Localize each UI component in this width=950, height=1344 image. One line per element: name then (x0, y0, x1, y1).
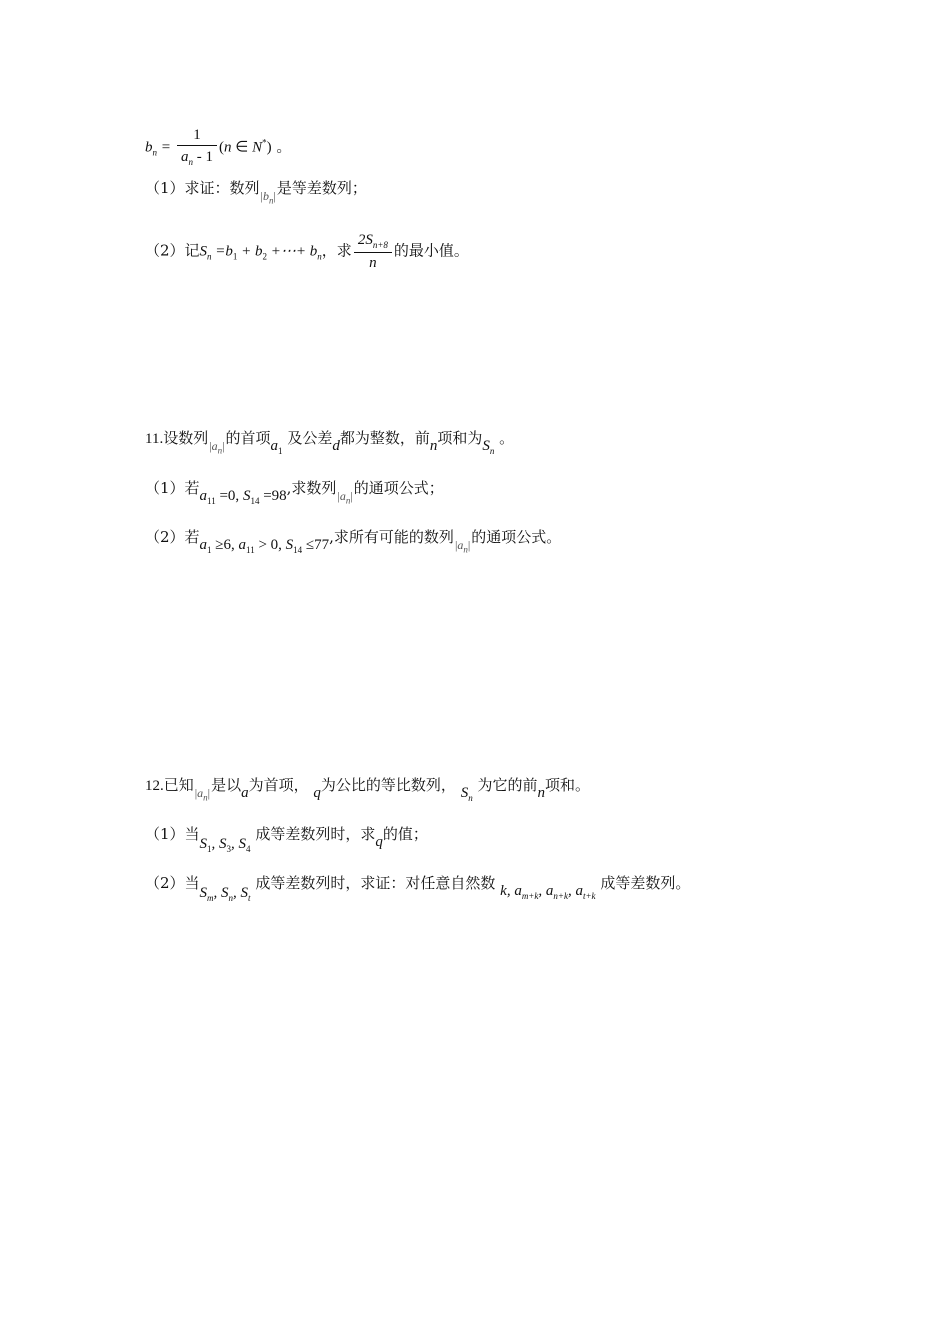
bn-cond-sup: * (262, 137, 267, 148)
q12-p1-s1: S (199, 836, 208, 852)
q12-p2-seq1: , a (506, 883, 522, 899)
q11-p2-seq-sub: n (463, 544, 468, 555)
q11-p2-c3: ≤77 (302, 537, 330, 553)
plus1: + b (237, 243, 263, 260)
q12-p2-seq2: , a (538, 883, 554, 899)
seq-bn: $|b_n|$ (260, 189, 276, 206)
q11-p1-seq-var: a (339, 489, 346, 503)
q11-p2-seq: $|a_n|$ (454, 538, 471, 555)
bn-end: 。 (271, 137, 292, 156)
q12-p2-a1-sub: m+k (521, 891, 539, 901)
q12-text6: 项和。 (544, 776, 590, 794)
bn-cond-open: ( (219, 139, 225, 156)
q12-s-sub: n (468, 793, 473, 803)
q12-p1-comma1: , S (211, 836, 227, 852)
q11-p2-prefix: （2）若 (145, 528, 200, 546)
bn-den-sub: n (188, 157, 194, 167)
q12-p2-prefix: （2）当 (145, 874, 200, 892)
q12-q: q (313, 785, 321, 801)
q11-p2-text: ,求所有可能的数列 (329, 528, 454, 546)
q11-text3: 及公差 (287, 429, 333, 447)
q11-seq: $|a_n|$ (209, 439, 225, 456)
q12-p2-math (200, 883, 251, 901)
prev-part-2-prefix: （2）记 (145, 241, 200, 260)
bn-cond-in: ∈ (231, 139, 253, 156)
q11-p2-s-var: S (285, 537, 294, 553)
q12-statement (145, 776, 590, 803)
q12-p1-s4-sub: 4 (246, 844, 251, 854)
sn-var: S (199, 243, 208, 260)
q11-p2-seq-var: a (457, 538, 464, 552)
q11-a1 (271, 436, 283, 454)
q11-p1-s-var: S (242, 488, 251, 504)
q12-p1-suffix: 的值； (382, 825, 428, 843)
q12-part-1 (145, 825, 428, 854)
q12-p2-sm: S (199, 885, 208, 901)
sn8-num (354, 232, 392, 253)
bn-fraction-den (177, 146, 217, 167)
b1-sub: 1 (232, 251, 238, 262)
q12-p1-text: 成等差数列时，求 (255, 825, 376, 843)
bn-fraction (177, 128, 217, 167)
q11-p2-s-sub: 14 (293, 545, 303, 555)
q12-seq-sub: n (203, 792, 208, 803)
q11-p2-math (200, 535, 330, 553)
q11-p1-prefix: （1）若 (145, 479, 200, 497)
q12-p2-seq3: , a (567, 883, 583, 899)
bn-den-var: a (181, 149, 189, 165)
q11-s-var: S (482, 438, 490, 454)
q12-p1-comma2: , S (231, 836, 247, 852)
b2-sub: 2 (262, 251, 268, 262)
q12-p1-math (200, 834, 251, 852)
q12-s-var: S (460, 785, 469, 801)
q11-p1-cond2: =98 (259, 488, 287, 504)
formula-bn (145, 128, 291, 167)
q12-n: n (537, 785, 545, 801)
q11-p2-c1: ≥6, (211, 537, 239, 553)
seq-bn-var: b (262, 189, 269, 203)
q11-p2-a1-sub: 1 (207, 545, 212, 555)
q12-p1-prefix: （1）当 (145, 825, 200, 843)
q11-p1-a-sub: 11 (207, 496, 216, 506)
q11-part-2 (145, 528, 562, 555)
bn-lhs-sub: n (152, 147, 157, 158)
q11-a1-sub: 1 (278, 446, 283, 456)
dots: +⋯+ b (267, 243, 318, 260)
q11-part-1 (145, 479, 444, 506)
q11-a1-var: a (270, 438, 279, 454)
sn8-fraction (354, 232, 392, 271)
prev-part-2 (145, 232, 469, 271)
prev-part-1 (145, 179, 367, 206)
q11-text5: 项和为 (437, 429, 483, 447)
bn-sub: n (317, 251, 322, 262)
q11-seq-sub: n (217, 445, 223, 456)
sn8-num-text: 2S (357, 232, 373, 248)
q12-text4: 为公比的等比数列， (320, 776, 456, 794)
q12-s (461, 783, 473, 801)
sn-sub: n (207, 251, 212, 262)
q11-p1-cond1: =0, (215, 488, 243, 504)
prev-part-2-suffix: 的最小值。 (393, 241, 469, 260)
q12-p2-k: k (500, 883, 507, 899)
q11-p2-c2: > 0, (254, 537, 286, 553)
q12-p2-suffix: 成等差数列。 (600, 874, 691, 892)
q12-text5: 为它的前 (477, 776, 538, 794)
sn8-den: n (369, 255, 377, 271)
q12-seq-var: a (197, 786, 204, 800)
q12-part-2 (145, 874, 691, 903)
q11-text1: 设数列 (163, 429, 209, 447)
q12-p2-a2-sub: n+k (553, 891, 568, 901)
q11-number: 11. (145, 431, 164, 447)
prev-part-1-prefix: （1）求证：数列 (145, 179, 260, 197)
q11-text2: 的首项 (225, 429, 271, 447)
q12-p2-comma1: , S (213, 885, 229, 901)
q11-p1-math (200, 486, 287, 504)
seq-bn-sub: n (268, 195, 274, 206)
bn-cond-close: ) (266, 139, 272, 156)
q12-p1-s1-sub: 1 (207, 844, 212, 854)
sn8-num-sub: n+8 (372, 240, 388, 250)
bn-lhs: b (145, 139, 153, 156)
q12-p2-st-sub: t (248, 893, 251, 903)
q12-p2-sn-sub: n (228, 893, 234, 903)
q12-p2-sm-sub: m (207, 893, 214, 903)
q12-p1-q: q (375, 834, 383, 850)
q12-text3: 为首项， (248, 776, 309, 794)
bn-fraction-num: 1 (177, 128, 217, 146)
q12-p2-a3-sub: t+k (582, 891, 596, 901)
q11-p2-suffix: 的通项公式。 (471, 528, 562, 546)
q12-p2-comma2: , S (233, 885, 249, 901)
q12-text1: 已知 (163, 776, 194, 794)
q11-s-sub: n (489, 446, 495, 456)
bn-den-rest: - 1 (193, 149, 214, 165)
q11-text6: 。 (494, 429, 515, 447)
q11-statement (145, 429, 515, 456)
q11-p1-seq-sub: n (345, 495, 351, 506)
sn-rhs: =b (211, 243, 233, 260)
bn-eq: = (161, 139, 171, 156)
q11-d: d (332, 438, 340, 454)
bn-cond-var: n (224, 139, 232, 156)
q11-p1-s-sub: 14 (250, 496, 260, 506)
q11-p1-a-var: a (199, 488, 208, 504)
q12-number: 12. (145, 778, 164, 794)
prev-part-2-mid: ，求 (321, 241, 352, 260)
q12-a: a (241, 785, 249, 801)
q12-p2-seq-math (500, 881, 595, 899)
q11-seq-var: a (211, 439, 218, 453)
q11-text4: 都为整数，前 (339, 429, 430, 447)
q12-text2: 是以 (211, 776, 242, 794)
q12-seq: $|a_n|$ (194, 786, 211, 803)
q11-p2-a1-var: a (199, 537, 208, 553)
q11-p1-text: ,求数列 (286, 479, 337, 497)
q11-p1-suffix: 的通项公式； (353, 479, 444, 497)
q11-p1-seq: $|a_n|$ (337, 489, 353, 506)
q12-p2-text: 成等差数列时，求证：对任意自然数 (255, 874, 496, 892)
q11-p2-a11-var: a (238, 537, 247, 553)
q11-p2-a11-sub: 11 (246, 545, 255, 555)
bn-cond-set: N (252, 139, 263, 156)
q11-s (482, 436, 494, 454)
q11-n: n (429, 438, 438, 454)
prev-part-1-suffix: 是等差数列； (276, 179, 367, 197)
q12-p1-s3-sub: 3 (226, 844, 232, 854)
